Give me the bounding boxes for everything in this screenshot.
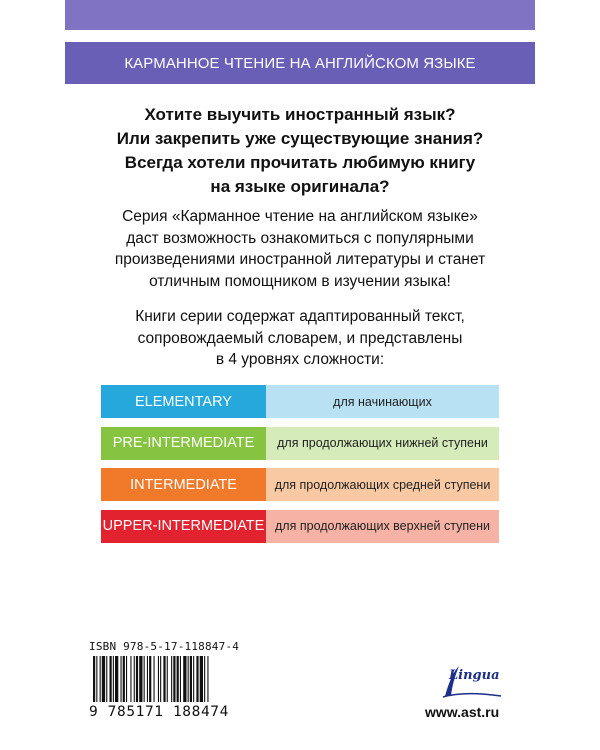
barcode-bar <box>171 656 172 702</box>
question-line: на языке оригинала? <box>210 177 390 196</box>
barcode-bar <box>147 656 148 702</box>
barcode-bar <box>154 656 155 702</box>
level-row-elementary <box>101 385 499 418</box>
question-line: Или закрепить уже существующие знания? <box>116 129 484 148</box>
barcode-bar <box>126 656 127 702</box>
barcode-bar <box>113 656 114 702</box>
levels-intro <box>65 306 535 371</box>
series-title-band <box>65 42 535 84</box>
description-line: произведениями иностранной литературы и станет <box>114 251 486 268</box>
series-title: КАРМАННОЕ ЧТЕНИЕ НА АНГЛИЙСКОМ ЯЗЫКЕ <box>124 54 476 72</box>
top-color-band <box>65 0 535 30</box>
barcode-bar <box>134 656 135 702</box>
barcode-bar <box>193 656 194 702</box>
barcode-bar <box>173 656 175 702</box>
lingua-logo-text: Lingua <box>449 668 500 683</box>
barcode-bar <box>183 656 186 702</box>
question-line: Всегда хотели прочитать любимую книгу <box>124 153 476 172</box>
level-name: ELEMENTARY <box>101 385 266 418</box>
barcode-bar <box>204 656 205 702</box>
level-row-pre-intermediate <box>101 427 499 460</box>
barcode-bar <box>121 656 122 702</box>
isbn-text: ISBN 978-5-17-118847-4 <box>89 640 240 653</box>
barcode-bar <box>130 656 131 702</box>
barcode-bar <box>177 656 179 702</box>
barcode-bar <box>188 656 189 702</box>
website-url: www.ast.ru <box>425 704 500 720</box>
barcode-bar <box>196 656 198 702</box>
level-row-upper-intermediate <box>101 510 499 543</box>
description-line: даст возможность ознакомиться с популярными <box>126 229 474 247</box>
description-line: Серия «Карманное чтение на английском языке» <box>122 208 478 225</box>
barcode-bar <box>180 656 181 702</box>
barcode-bar <box>136 656 138 702</box>
questions-block <box>65 103 535 199</box>
barcode-bars-icon <box>93 656 257 702</box>
barcode-bar <box>149 656 151 702</box>
barcode-bar <box>139 656 142 702</box>
level-name: UPPER-INTERMEDIATE <box>101 510 266 543</box>
barcode-bar <box>96 656 97 702</box>
barcode-bar <box>106 656 107 702</box>
level-description: для продолжающих верхней ступени <box>266 510 499 543</box>
level-description: для продолжающих нижней ступени <box>266 427 499 460</box>
levels-table <box>101 385 499 551</box>
level-name: INTERMEDIATE <box>101 468 266 501</box>
description-line: отличным помощником в изучении языка! <box>149 272 451 290</box>
intro-line: в 4 уровнях сложности: <box>215 351 385 368</box>
barcode-bar <box>207 656 208 702</box>
lingua-logo <box>435 662 505 702</box>
barcode-bar <box>200 656 203 702</box>
barcode-bar <box>158 656 159 702</box>
intro-line: сопровождаемый словарем, и представлены <box>137 329 463 347</box>
barcode-bar <box>144 656 145 702</box>
level-description: для начинающих <box>266 385 499 418</box>
level-description: для продолжающих средней ступени <box>266 468 499 501</box>
level-name: PRE-INTERMEDIATE <box>101 427 266 460</box>
barcode-bar <box>93 656 95 702</box>
book-back-cover <box>65 0 535 750</box>
intro-line: Книги серии содержат адаптированный текст, <box>135 308 465 325</box>
barcode-bar <box>123 656 125 702</box>
level-row-intermediate <box>101 468 499 501</box>
question-line: Хотите выучить иностранный язык? <box>144 105 456 124</box>
barcode-bar <box>115 656 118 702</box>
ean-digits: 9 785171 188474 <box>89 704 229 720</box>
barcode-bar <box>102 656 105 702</box>
series-description <box>65 206 535 292</box>
barcode-bar <box>163 656 165 702</box>
barcode-bar <box>167 656 168 702</box>
barcode-bar <box>110 656 112 702</box>
barcode <box>89 640 259 725</box>
barcode-bar <box>160 656 161 702</box>
barcode-bar <box>190 656 192 702</box>
barcode-bar <box>100 656 101 702</box>
